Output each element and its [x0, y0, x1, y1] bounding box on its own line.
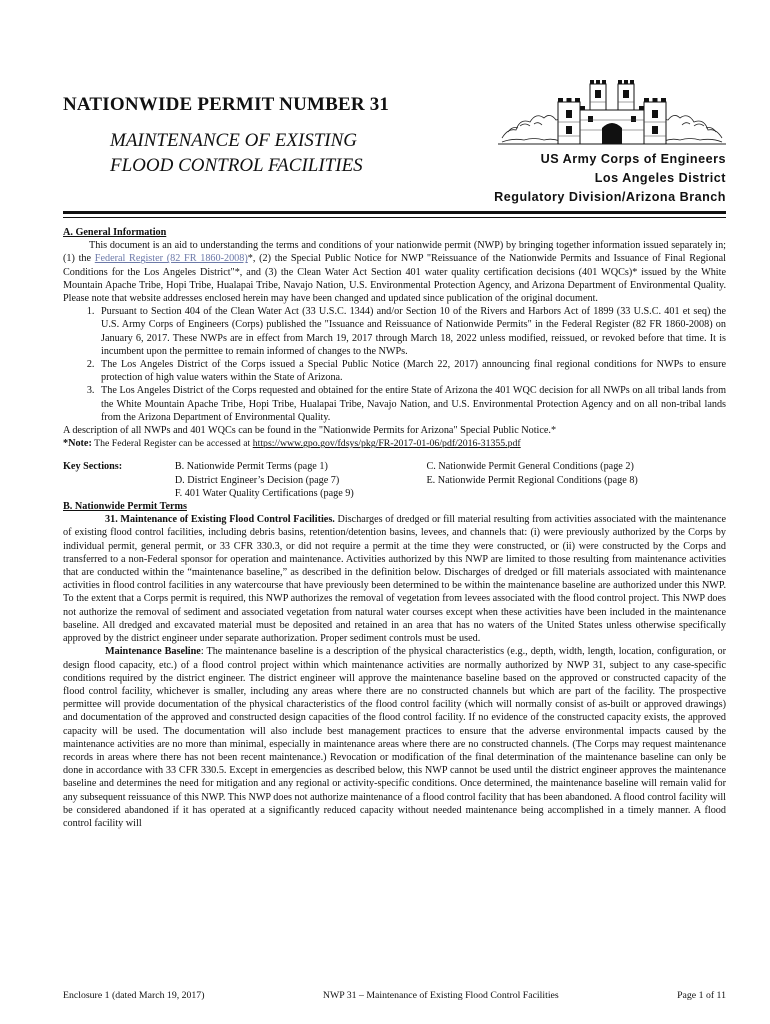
agency-name: US Army Corps of Engineers	[540, 152, 726, 166]
page-footer	[63, 990, 726, 1001]
intro-paragraph	[63, 239, 726, 305]
intro-text-start: This document is an aid to understanding the terms and conditions of your nationwide permit (NWP) by bringing together information issued separately in; (1) the	[63, 240, 726, 265]
key-sections	[63, 460, 726, 500]
list-item: 3. The Los Angeles District of the Corps requested and obtained for the entire State of Arizona the 401 WQC decision for all NWPs on all tribal lands from the White Mountain Apache Tribe, Hopi Tribe, Hualapai Tribe, Navajo Nation, and U.S. Environmental Protection Agency and on all non-tribal lands from the Arizona Department of Environmental Quality.	[97, 384, 726, 424]
section-a-heading: A. General Information	[63, 227, 167, 238]
key-sections-col-2	[426, 460, 726, 500]
subtitle-line-1: MAINTENANCE OF EXISTING	[110, 130, 357, 151]
federal-register-url-link[interactable]: https://www.gpo.gov/fdsys/pkg/FR-2017-01-06/pdf/2016-31355.pdf	[252, 438, 521, 450]
key-section-item: C. Nationwide Permit General Conditions (page 2)	[426, 461, 634, 473]
section-b-heading: B. Nationwide Permit Terms	[63, 501, 187, 513]
district-name: Los Angeles District	[594, 171, 726, 185]
list-item: 2. The Los Angeles District of the Corps issued a Special Public Notice (March 22, 2017) announcing final regional conditions for NWPs to ensure protection of high value waters within the State of Arizona.	[97, 358, 726, 384]
federal-register-link[interactable]: Federal Register (82 FR 1860-2008)	[94, 253, 248, 265]
key-section-item: E. Nationwide Permit Regional Conditions (page 8)	[426, 474, 638, 486]
subtitle-line-2: FLOOD CONTROL FACILITIES	[110, 155, 363, 176]
permit-subtitle	[110, 128, 363, 178]
agency-block	[494, 150, 726, 207]
key-section-item: B. Nationwide Permit Terms (page 1)	[174, 461, 328, 473]
page-title: NATIONWIDE PERMIT NUMBER 31	[63, 94, 390, 115]
permit-paragraph	[63, 513, 726, 645]
note-line	[63, 437, 726, 450]
header-rule-thick	[63, 211, 726, 214]
permit-paragraph-text: Discharges of dredged or fill material resulting from activities associated with the maintenance of existing flood control facilities, including debris basins, retention/detention basins, levees, and channels that: (i) were previously authorized by the Corps by individual permit, general permit, or 33 CFR 330.3, or did not require a permit at the time they were constructed, or (ii) were constructed by the Corps and transferred to a non-Federal sponsor for operation and maintenance. Activities authorized by this NWP are limited to those resulting from maintenance activities that are conducted within the “maintenance baseline,” as described in the definition below. Discharges of dredged or fill materials associated with maintenance activities in flood control facilities in any watercourse that have previously been determined to be within the maintenance baseline are authorized under this NWP. To the extent that a Corps permit is required, this NWP authorizes the removal of vegetation from levees associated with the flood control project. This NWP does not authorize the removal of sediment and associated vegetation from natural water courses except when these activities have been included in the maintenance baseline. All dredged and excavated material must be deposited and retained in an area that has no waters of the United States unless otherwise specifically approved by the district engineer under separate authorization. Proper sediment controls must be used.	[63, 514, 726, 645]
footer-page-number: Page 1 of 11	[677, 990, 726, 1001]
list-item: 1. Pursuant to Section 404 of the Clean Water Act (33 U.S.C. 1344) and/or Section 10 of the Rivers and Harbors Act of 1899 (33 U.S.C. 401 et seq) the U.S. Army Corps of Engineers (Corps) published the "Issuance and Reissuance of Nationwide Permits" in the Federal Register (82 FR 1860-2008) on January 6, 2017. These NWPs are in effect from March 19, 2017 through March 18, 2022 unless modified, reissued, or revoked before that time. It is incumbent upon the permittee to remain informed of changes to the NWPs.	[97, 305, 726, 358]
note-text: The Federal Register can be accessed at	[91, 438, 253, 450]
maintenance-baseline-text: : The maintenance baseline is a description of the physical characteristics (e.g., depth, width, length, location, configuration, or design flood capacity, etc.) of a flood control project within which maintenance activities are normally authorized by NWP 31, subject to any case-specific conditions required by the district engineer. The district engineer will approve the maintenance baseline based on the approved or constructed capacity of the flood control facility, whichever is smaller, including any areas where there are no constructed channels but which are part of the facility. The prospective permittee will provide documentation of the physical characteristics of the flood control facility (which will normally consist of as-built or approved drawings) and documentation of the approved and constructed design capacities of the flood control facility. If no evidence of the constructed capacity exists, the approved capacity will be used. The documentation will also include best management practices to ensure that the adverse environmental impacts caused by the maintenance activities are no more than minimal, especially in maintenance areas where there are no constructed channels. (The Corps may request maintenance records in areas where there has not been recent maintenance.) Revocation or modification of the final determination of the maintenance baseline can only be done in accordance with 33 CFR 330.5. Except in emergencies as described below, this NWP cannot be used until the district engineer approves the maintenance baseline and determines the need for mitigation and any regional or activity-specific conditions. Once determined, the maintenance baseline will remain valid for any subsequent reissuance of this NWP. This NWP does not authorize maintenance of a flood control facility that has been abandoned. A flood control facility will be considered abandoned if it has operated at a significantly reduced capacity without needed maintenance being accomplished in a timely manner. A flood control facility will	[63, 646, 726, 829]
maintenance-baseline-paragraph	[63, 645, 726, 830]
footer-enclosure: Enclosure 1 (dated March 19, 2017)	[63, 990, 205, 1001]
footer-title: NWP 31 – Maintenance of Existing Flood Control Facilities	[322, 990, 559, 1001]
key-section-item: F. 401 Water Quality Certifications (page 9)	[174, 487, 354, 499]
intro-text-end: *, (2) the Special Public Notice for NWP "Reissuance of the Nationwide Permits and Issuance of Final Regional Conditions for the Los Angeles District"*, and (3) the Clean Water Act Section 401 water quality certification decisions (401 WQCs)* issued by the White Mountain Apache Tribe, Hopi Tribe, Hualapai Tribe, Navajo Nation, U.S. Environmental Protection Agency, and Arizona Department of Environmental Quality. Please note that website addresses enclosed herein may have been changed and updated since publication of the original document.	[63, 253, 726, 305]
maintenance-baseline-title: Maintenance Baseline	[105, 646, 201, 658]
numbered-list	[63, 305, 726, 424]
description-line: A description of all NWPs and 401 WQCs can be found in the "Nationwide Permits for Arizona" Special Public Notice.*	[63, 425, 557, 437]
header-rule-thin	[63, 217, 726, 218]
division-name: Regulatory Division/Arizona Branch	[494, 190, 726, 204]
castle-seal-icon	[498, 72, 726, 146]
document-body	[63, 226, 726, 830]
permit-paragraph-title: 31. Maintenance of Existing Flood Control Facilities.	[105, 514, 335, 526]
note-label: *Note:	[63, 438, 92, 450]
key-sections-col-1	[175, 460, 427, 500]
key-section-item: D. District Engineer’s Decision (page 7)	[174, 474, 340, 486]
key-sections-label: Key Sections:	[63, 461, 123, 473]
